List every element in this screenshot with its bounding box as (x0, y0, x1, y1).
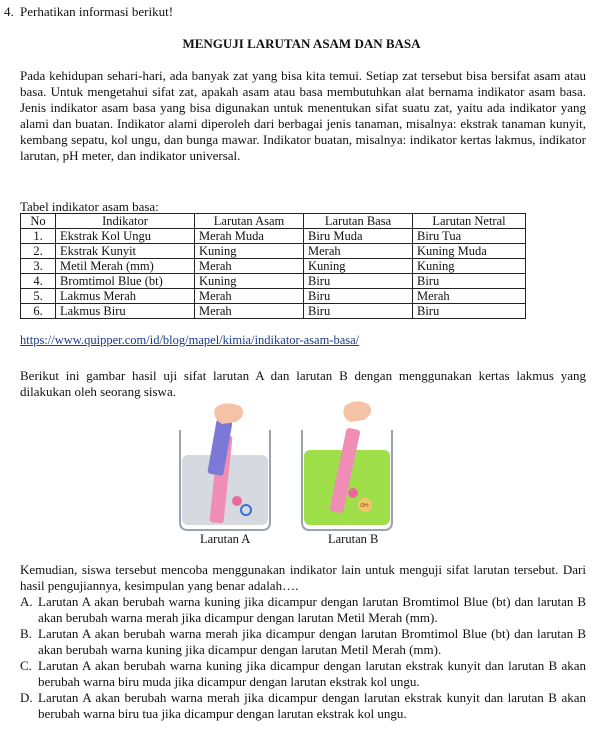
label-larutan-b: Larutan B (328, 532, 379, 546)
table-cell: 2. (21, 244, 56, 259)
table-cell: 6. (21, 304, 56, 319)
table-cell: 5. (21, 289, 56, 304)
option-text: Larutan A akan berubah warna kuning jika dicampur dengan larutan ekstrak kunyit dan larutan B akan berubah warna biru muda jika dicampur dengan larutan ekstrak kol ungu. (38, 658, 586, 689)
table-header-cell: Indikator (56, 214, 195, 229)
table-row (21, 304, 526, 319)
passage-paragraph-2: Berikut ini gambar hasil uji sifat larutan A dan larutan B dengan menggunakan kertas lakmus yang dilakukan oleh seorang siswa. (20, 368, 586, 399)
question-intro: Perhatikan informasi berikut! (20, 4, 174, 19)
table-row (21, 289, 526, 304)
table-cell: Kuning (195, 244, 304, 259)
table-cell: Biru Muda (304, 229, 413, 244)
table-cell: Ekstrak Kunyit (56, 244, 195, 259)
table-cell: Biru Tua (413, 229, 526, 244)
ion-dot-b (348, 488, 358, 498)
table-cell: Biru (304, 304, 413, 319)
table-cell: Kuning (195, 274, 304, 289)
table-cell: Biru (304, 274, 413, 289)
hand-b (343, 401, 371, 422)
table-cell: 3. (21, 259, 56, 274)
label-larutan-a: Larutan A (200, 532, 251, 546)
table-row (21, 259, 526, 274)
oh-ion-label: OH- (360, 503, 370, 509)
option-key: B. (20, 626, 32, 641)
table-cell: Lakmus Biru (56, 304, 195, 319)
table-header-cell: No (21, 214, 56, 229)
table-cell: Kuning (413, 259, 526, 274)
table-row (21, 244, 526, 259)
answer-option[interactable] (20, 594, 586, 626)
table-cell: Ekstrak Kol Ungu (56, 229, 195, 244)
table-cell: Merah (195, 259, 304, 274)
table-row (21, 274, 526, 289)
table-header-row (21, 214, 526, 229)
table-cell: Merah (195, 304, 304, 319)
table-cell: 1. (21, 229, 56, 244)
table-cell: Merah (304, 244, 413, 259)
answer-options (20, 594, 586, 722)
option-text: Larutan A akan berubah warna merah jika dicampur dengan larutan ekstrak kunyit dan larutan B akan berubah warna biru tua jika dicampur dengan larutan ekstrak kol ungu. (38, 690, 586, 721)
answer-option[interactable] (20, 626, 586, 658)
table-cell: Lakmus Merah (56, 289, 195, 304)
beaker-b (302, 401, 392, 530)
option-key: D. (20, 690, 33, 705)
table-cell: Biru (413, 304, 526, 319)
table-header-cell: Larutan Basa (304, 214, 413, 229)
table-cell: Merah Muda (195, 229, 304, 244)
table-cell: Biru (304, 289, 413, 304)
table-body (21, 229, 526, 319)
passage-title: MENGUJI LARUTAN ASAM DAN BASA (182, 36, 421, 51)
option-key: A. (20, 594, 33, 609)
hand-a (214, 403, 243, 424)
source-link[interactable]: https://www.quipper.com/id/blog/mapel/kimia/indikator-asam-basa/ (20, 333, 360, 347)
option-text: Larutan A akan berubah warna merah jika dicampur dengan larutan Bromtimol Blue (bt) dan larutan B akan berubah warna kuning jika dicampur dengan larutan Metil Merah (mm). (38, 626, 586, 657)
indicator-table (20, 213, 526, 319)
table-cell: Bromtimol Blue (bt) (56, 274, 195, 289)
question-number: 4. (4, 4, 14, 19)
option-key: C. (20, 658, 32, 673)
beaker-a (180, 403, 270, 530)
table-row (21, 229, 526, 244)
option-text: Larutan A akan berubah warna kuning jika dicampur dengan larutan Bromtimol Blue (bt) dan larutan B akan berubah warna merah jika dicampur dengan larutan Metil Merah (mm). (38, 594, 586, 625)
table-header-cell: Larutan Netral (413, 214, 526, 229)
table-cell: Merah (413, 289, 526, 304)
table-cell: Metil Merah (mm) (56, 259, 195, 274)
litmus-test-illustration (170, 400, 410, 550)
passage-paragraph-1: Pada kehidupan sehari-hari, ada banyak zat yang bisa kita temui. Setiap zat tersebut bisa bersifat asam atau basa. Untuk mengetahui sifat zat, apakah asam atau basa membutuhkan alat bernama indikator asam basa. Jenis indikator asam basa yang bisa digunakan untuk menentukan sifat suatu zat, yaitu ada indikator yang alami dan buatan. Indikator alami diperoleh dari berbagai jenis tanaman, misalnya: ekstrak tanaman kunyit, kembang sepatu, kol ungu, dan bunga mawar. Indikator buatan, misalnya: indikator kertas lakmus, indikator larutan, pH meter, dan indikator universal. (20, 68, 586, 163)
table-cell: Biru (413, 274, 526, 289)
table-label: Tabel indikator asam basa: (20, 199, 159, 214)
table-header-cell: Larutan Asam (195, 214, 304, 229)
table-cell: Merah (195, 289, 304, 304)
table-cell: Kuning Muda (413, 244, 526, 259)
answer-option[interactable] (20, 658, 586, 690)
answer-option[interactable] (20, 690, 586, 722)
table-cell: 4. (21, 274, 56, 289)
ion-dot (232, 496, 242, 506)
table-cell: Kuning (304, 259, 413, 274)
passage-paragraph-3: Kemudian, siswa tersebut mencoba menggunakan indikator lain untuk menguji sifat larutan tersebut. Dari hasil pengujiannya, kesimpulan yang benar adalah…. (20, 562, 586, 593)
